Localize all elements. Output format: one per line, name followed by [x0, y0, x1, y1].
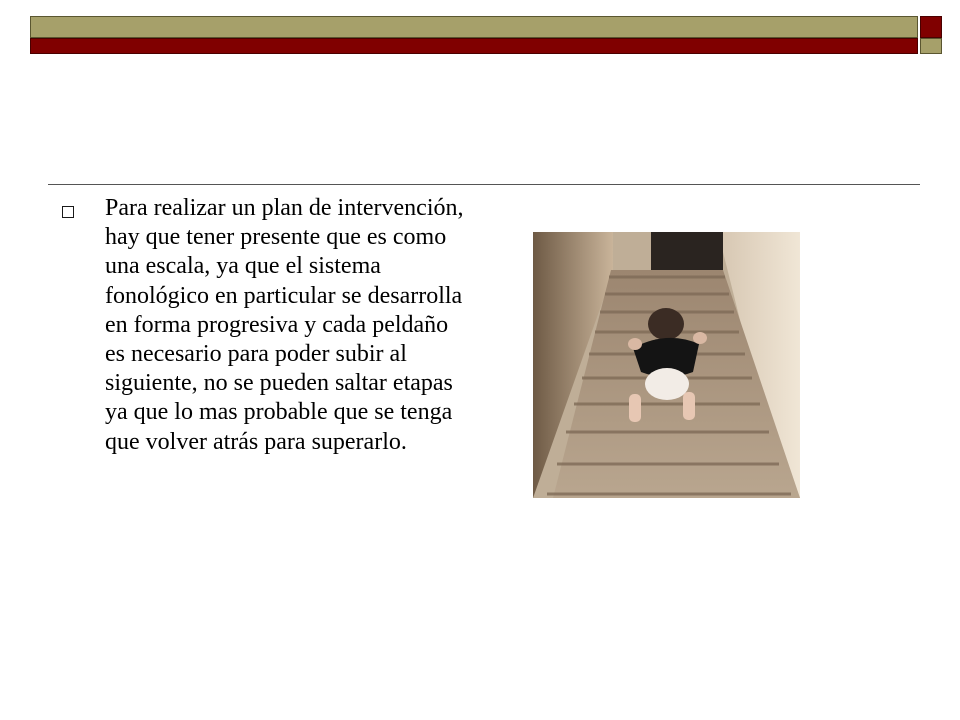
corner-olive-square: [920, 38, 942, 54]
hollow-square-bullet-icon: [62, 206, 74, 218]
baby-climbing-stairs-photo: [533, 232, 800, 498]
top-banner-maroon-bar: [30, 38, 918, 54]
corner-maroon-square: [920, 16, 942, 38]
horizontal-rule: [48, 184, 920, 185]
top-banner-olive-bar: [30, 16, 918, 38]
bullet-paragraph: Para realizar un plan de intervención, hay que tener presente que es como una escala, ya que el sistema fonológico en particular se desarrolla en forma progresiva y cada peldaño es necesario para poder subir al siguiente, no se pueden saltar etapas ya que lo mas probable que se tenga que volver atrás para superarlo.: [105, 195, 464, 455]
